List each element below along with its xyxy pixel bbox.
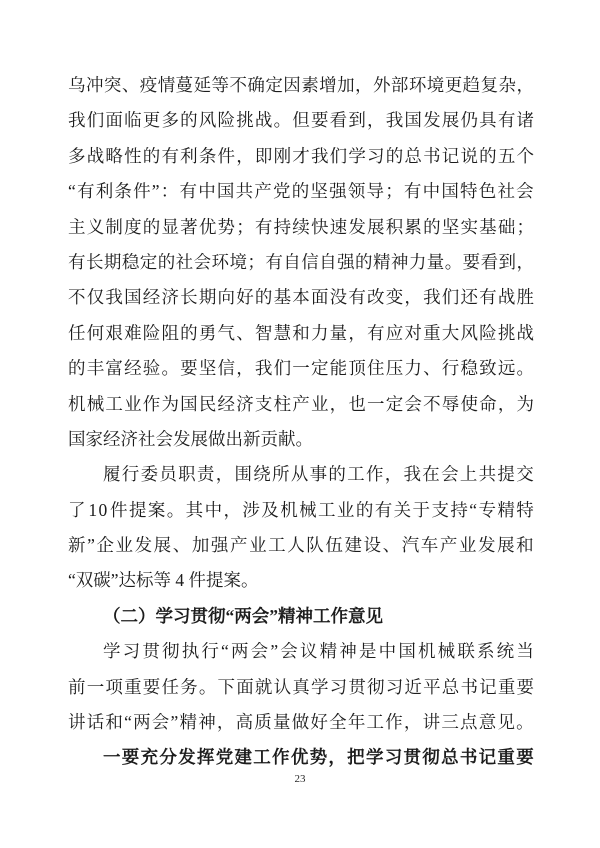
text-line: 履 行 委 员 职 责 ， 围 绕 所 从 事 的 工 作 ， 我 在 会 上 共 提 交 (103, 464, 534, 485)
text-line: 有 长 期 稳 定 的 社 会 环 境 ； 有 自 信 自 强 的 精 神 力 量 。 要 看 到 ， (68, 251, 534, 272)
document-body (68, 68, 534, 776)
text-line: 乌 冲 突 、 疫 情 蔓 延 等 不 确 定 因 素 增 加 ， 外 部 环 境 更 趋 复 杂 ， (68, 75, 534, 95)
text-line: 不 仅 我 国 经 济 长 期 向 好 的 基 本 面 没 有 改 变 ， 我 们 还 有 战 胜 (68, 287, 534, 308)
text-line: 多 战 略 性 的 有 利 条 件 ， 即 刚 才 我 们 学 习 的 总 书 记 说 的 五 个 (68, 145, 534, 166)
page-number: 23 (294, 773, 306, 785)
text-line: 的 丰 富 经 验 。 要 坚 信 ， 我 们 一 定 能 顶 住 压 力 、 行 稳 致 远 。 (68, 358, 534, 379)
text-line: “ 有 利 条 件 ” ： 有 中 国 共 产 党 的 坚 强 领 导 ； 有 中 国 特 色 社 会 (68, 181, 534, 202)
text-line: 新 ” 企 业 发 展 、 加 强 产 业 工 人 队 伍 建 设 、 汽 车 产 业 发 展 和 (68, 535, 534, 556)
text-line: 国家经济社会发展做出新贡献。 (68, 428, 313, 449)
text-line: 一 要 充 分 发 挥 党 建 工 作 优 势 ， 把 学 习 贯 彻 总 书 记 重 要 (103, 747, 534, 768)
text-line: 前 一 项 重 要 任 务 。 下 面 就 认 真 学 习 贯 彻 习 近 平 总 书 记 重 要 (68, 676, 534, 697)
text-line: “双碳”达标等 4 件提案。 (68, 570, 259, 591)
text-line: 我 们 面 临 更 多 的 风 险 挑 战 。 但 要 看 到 ， 我 国 发 展 仍 具 有 诸 (68, 110, 534, 131)
text-line: 任 何 艰 难 险 阻 的 勇 气 、 智 慧 和 力 量 ， 有 应 对 重 大 风 险 挑 战 (68, 322, 534, 343)
text-line: 学 习 贯 彻 执 行 “ 两 会 ” 会 议 精 神 是 中 国 机 械 联 系 统 当 (103, 641, 534, 662)
text-line: 机 械 工 业 作 为 国 民 经 济 支 柱 产 业 ， 也 一 定 会 不 辱 使 命 ， 为 (68, 393, 534, 414)
text-line: 主 义 制 度 的 显 著 优 势 ； 有 持 续 快 速 发 展 积 累 的 坚 实 基 础 ； (68, 216, 534, 237)
text-line: （二）学习贯彻“两会”精神工作意见 (103, 605, 383, 626)
text-line: 讲 话 和 “ 两 会 ” 精 神 ， 高 质 量 做 好 全 年 工 作 ， 讲 三 点 意 见 。 (68, 712, 534, 733)
text-line: 了 1 0 件 提 案 。 其 中 ， 涉 及 机 械 工 业 的 有 关 于 支 持 “ 专 精 特 (68, 499, 534, 520)
